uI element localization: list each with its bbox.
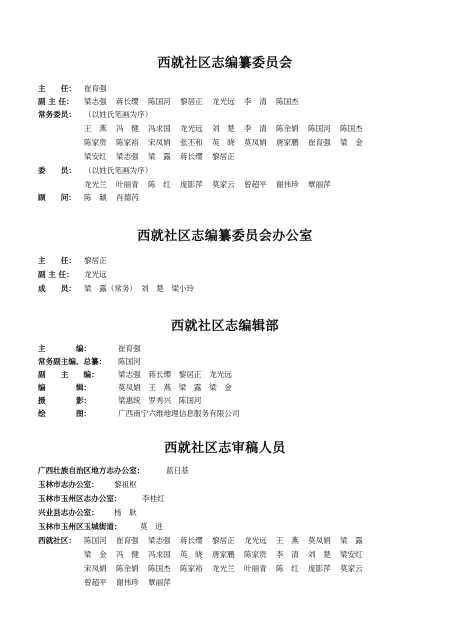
label-advisors: 顾 问： [38,193,76,202]
value-office-vice-chair: 龙光远 [84,270,107,279]
list-item: 梁 金 [340,138,363,147]
list-item: 刘 楚 [212,124,235,133]
list-item: 宋凤娟 [84,564,107,573]
list-item: 唐家鹏 [212,550,235,559]
value-editor-in-chief: 崔育强 [118,344,141,353]
list-item: 曾超平 [84,578,107,587]
note-stroke-order: （以姓氏笔画为序） [84,110,153,119]
list-item: 龙光兰 [84,180,107,189]
value-office-chair: 黎居正 [84,256,107,265]
list-item: 陈余娟 [276,124,299,133]
list-community-row3 [84,564,372,574]
label-chair: 主 任： [38,84,76,93]
label-editor-in-chief: 主 编： [38,344,92,353]
value-editors: 莫凤娟 王 燕 梁 露 梁 金 [118,383,232,392]
list-item: 崔育强 [308,138,331,147]
list-community-row1 [84,536,372,546]
list-vice-chair [84,97,308,107]
list-item: 黎居正 [180,97,203,106]
list-item: 冯 健 [116,550,139,559]
list-item: 宋凤娟 [148,138,171,147]
list-item: 覃丽萍 [308,180,331,189]
list-item: 陈国杰 [148,564,171,573]
list-item: 梁志强 [84,97,107,106]
list-item: 梁 露 [148,152,171,161]
list-standing-row1 [84,124,372,134]
label-office-vice-chair: 副 主 任： [38,270,74,279]
list-item: 覃丽萍 [148,578,171,587]
list-standing-row2 [84,138,372,148]
list-item: 陈国杰 [340,124,363,133]
value-office-members: 梁 露（常务） 刘 楚 梁小玲 [84,284,195,293]
value-yulin-office: 黎祖枢 [114,480,137,489]
list-item: 梁安红 [340,550,363,559]
list-item: 李 清 [244,124,267,133]
list-item: 王 燕 [84,124,107,133]
section-title-committee: 西就社区志编纂委员会 [157,56,293,71]
value-guangxi-office: 蓝日基 [166,466,189,475]
label-deputy-editor: 副 主 编： [38,370,99,379]
list-item: 梁安红 [84,152,107,161]
label-xingye-office: 兴业县志办公室： [38,508,99,517]
list-item: 蒋长缨 [180,536,203,545]
value-executive-deputy: 陈国河 [118,357,141,366]
label-xijiu-community: 西就社区： [38,536,76,545]
list-item: 梁 露 [340,536,363,545]
list-item: 冯求国 [148,124,171,133]
list-community-row2 [84,550,372,560]
list-item: 梁志强 [116,152,139,161]
list-item: 陈 颖 [84,193,107,202]
label-editors: 编 辑： [38,383,92,392]
list-item: 庞影萍 [180,180,203,189]
list-item: 曾超平 [244,180,267,189]
list-item: 陈家裕 [116,138,139,147]
list-item: 黎居正 [212,152,235,161]
value-cartography: 广西南宁六维地理信息服务有限公司 [118,409,240,418]
list-item: 蒋长缨 [180,152,203,161]
label-photography: 摄 影： [38,396,92,405]
value-yucheng-street: 莫 进 [140,522,163,531]
list-item: 李 清 [276,550,299,559]
section-title-editorial: 西就社区志编辑部 [170,319,279,334]
list-item: 龙光远 [180,124,203,133]
list-item: 陈家贵 [84,138,107,147]
list-item: 英 晓 [180,550,203,559]
list-item: 梁志强 [148,536,171,545]
list-item: 王 燕 [276,536,299,545]
label-yulin-office: 玉林市志办公室： [38,480,99,489]
list-item: 陈国河 [84,536,107,545]
list-advisors [84,193,148,203]
list-item: 龙光远 [212,97,235,106]
list-item: 黎居正 [212,536,235,545]
list-item: 陈 红 [148,180,171,189]
list-item: 冯求国 [148,550,171,559]
list-item: 莫凤娟 [244,138,267,147]
list-item: 唐家鹏 [276,138,299,147]
list-standing-row3 [84,152,244,162]
value-photography: 梁惠统 罗秀兴 陈国河 [118,396,202,405]
list-item: 张丕和 [180,138,203,147]
section-title-reviewers: 西就社区志审稿人员 [164,441,286,456]
label-members: 委 员： [38,166,76,175]
list-members [84,180,340,190]
list-item: 陈家贵 [244,550,267,559]
list-item: 冯 健 [116,124,139,133]
label-cartography: 绘 图： [38,409,92,418]
list-item: 叶丽青 [244,564,267,573]
list-community-row4 [84,578,180,588]
section-title-office: 西就社区志编纂委员会办公室 [137,229,313,244]
list-item: 叶丽青 [116,180,139,189]
label-standing-members: 常务委员： [38,110,76,119]
list-item: 陈余娟 [116,564,139,573]
list-item: 陈国河 [148,97,171,106]
list-item: 莫凤娟 [308,536,331,545]
label-yucheng-street: 玉林市玉州区玉城街道： [38,522,122,531]
list-item: 谢伟珍 [116,578,139,587]
list-item: 陈国杰 [276,97,299,106]
label-office-chair: 主 任： [38,256,76,265]
label-vice-chair: 副 主 任： [38,97,74,106]
list-item: 刘 楚 [308,550,331,559]
list-item: 崔育强 [116,536,139,545]
list-item: 蒋长缨 [116,97,139,106]
list-item: 英 晓 [212,138,235,147]
label-office-members: 成 员： [38,284,76,293]
list-item: 肖德芮 [116,193,139,202]
value-deputy-editor: 梁志强 蒋长缨 黎居正 龙光远 [118,370,232,379]
list-item: 梁 金 [84,550,107,559]
list-item: 陈 红 [276,564,299,573]
list-item: 李 清 [244,97,267,106]
value-chair: 崔育强 [84,84,107,93]
list-item: 龙光兰 [212,564,235,573]
label-yuzhou-office: 玉林市玉州区志办公室： [38,494,122,503]
list-item: 谢伟珍 [276,180,299,189]
list-item: 龙光远 [244,536,267,545]
note-stroke-order-members: （以姓氏笔画为序） [84,166,153,175]
value-yuzhou-office: 李桂红 [142,494,165,503]
label-executive-deputy: 常务副主编、总纂： [38,357,107,366]
list-item: 庞影萍 [308,564,331,573]
list-item: 莫家云 [212,180,235,189]
list-item: 陈家裕 [180,564,203,573]
list-item: 陈国河 [308,124,331,133]
list-item: 莫家云 [340,564,363,573]
value-xingye-office: 杨 耿 [114,508,137,517]
label-guangxi-office: 广西壮族自治区地方志办公室： [38,466,145,475]
